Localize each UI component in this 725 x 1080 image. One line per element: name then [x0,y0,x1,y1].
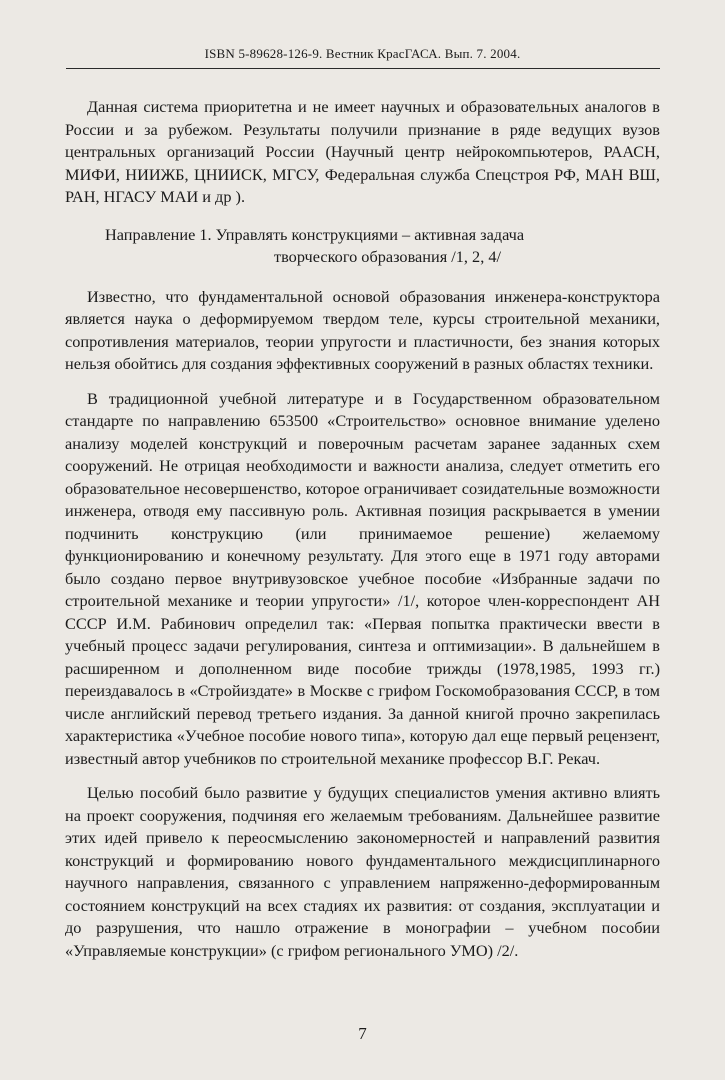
header-rule [66,68,660,69]
running-head: ISBN 5-89628-126-9. Вестник КрасГАСА. Вып. 7. 2004. [204,46,521,61]
section-heading-line-1: Направление 1. Управлять конструкциями – активная задача [105,224,525,244]
page-number: 7 [358,1024,367,1043]
paragraph-goals: Целью пособий было развитие у будущих специалистов умения активно влиять на проект сооружения, подчиняя его желаемым требованиям. Дальнейшее развитие этих идей привело к переосмыслению закономерностей и направлений развития конструкций и формированию нового фундаментального междисциплинарного научного направления, связанного с управлением напряженно-деформированным состоянием конструкций на всех стадиях их развития: от создания, эксплуатации и до разрушения, что нашло отражение в монографии – учебном пособии «Управляемые конструкции» (с грифом регионального УМО) /2/. [65,783,660,960]
paragraph-intro: Данная система приоритетна и не имеет научных и образовательных аналогов в России и за рубежом. Результаты получили признание в ряде ведущих вузов центральных организаций России (Научный центр нейрокомпьютеров, РААСН, МИФИ, НИИЖБ, ЦНИИСК, МГСУ, Федеральная служба Спецстроя РФ, МАН ВШ, РАН, НГАСУ МАИ и др ). [65,97,660,206]
paragraph-foundations: Известно, что фундаментальной основой образования инженера-конструктора является наука о деформируемом твердом теле, курсы строительной механики, сопротивления материалов, теории упругости и пластичности, без знания которых нельзя обойтись для создания эффективных сооружений в разных областях техники. [65,286,660,373]
page-body [65,96,660,962]
section-heading-line-2: творческого образования /1, 2, 4/ [273,247,502,266]
section-heading [65,224,660,269]
paragraph-traditional-literature: В традиционной учебной литературе и в Государственном образовательном стандарте по направлению 653500 «Строительство» основное внимание уделено анализу моделей конструкций и поверочным расчетам заранее заданных схем сооружений. Не отрицая необходимости и важности анализа, следует отметить его образовательное несовершенство, которое ограничивает созидательные возможности инженера, отводя ему пассивную роль. Активная позиция раскрывается в умении подчинить конструкцию (или принимаемое решение) желаемому функционированию и конечному результату. Для этого еще в 1971 году авторами было создано первое внутривузовское учебное пособие «Избранные задачи по строительной механике и теории упругости» /1/, которое член-корреспондент АН СССР И.М. Рабинович определил так: «Первая попытка практически ввести в учебный процесс задачи регулирования, синтеза и оптимизации». В дальнейшем в расширенном и дополненном виде пособие трижды (1978,1985, 1993 гг.) переиздавалось в «Стройиздате» в Москве с грифом Госкомобразования СССР, в том числе английский перевод третьего издания. За данной книгой прочно закрепилась характеристика «Учебное пособие нового типа», которую дал еще первый рецензент, известный автор учебников по строительной механике профессор В.Г. Рекач. [65,388,660,768]
